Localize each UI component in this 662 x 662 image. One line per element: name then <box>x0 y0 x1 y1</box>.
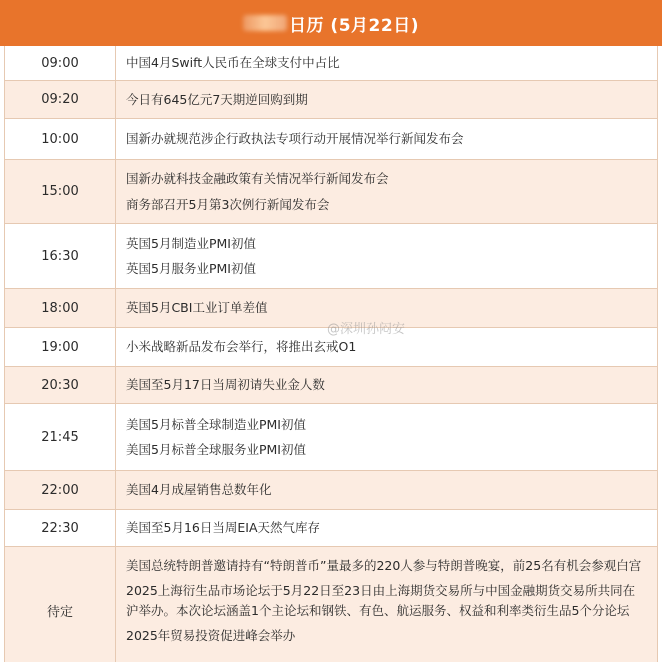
row-events <box>116 547 657 662</box>
table-row <box>5 367 657 404</box>
event-text: 英国5月制造业PMI初值 <box>126 235 256 251</box>
event-text: 商务部召开5月第3次例行新闻发布会 <box>126 196 330 212</box>
row-time: 16:30 <box>5 224 116 288</box>
table-row <box>5 119 657 160</box>
row-events <box>116 160 657 223</box>
row-events <box>116 119 657 159</box>
row-events <box>116 46 657 80</box>
row-time: 19:00 <box>5 328 116 366</box>
row-events <box>116 471 657 509</box>
table-row <box>5 404 657 471</box>
event-text: 国新办就规范涉企行政执法专项行动开展情况举行新闻发布会 <box>126 131 464 147</box>
event-text: 美国至5月17日当周初请失业金人数 <box>126 377 325 393</box>
row-time: 22:00 <box>5 471 116 509</box>
watermark: @深圳孙闷安 <box>327 322 406 337</box>
table-row <box>5 46 657 81</box>
event-text: 美国至5月16日当周EIA天然气库存 <box>126 520 320 536</box>
event-text: 小米战略新品发布会举行，将推出玄戒O1 <box>126 339 357 355</box>
row-time: 09:20 <box>5 81 116 118</box>
event-text: 美国5月标普全球制造业PMI初值 <box>126 416 306 432</box>
event-text: 英国5月CBI工业订单差值 <box>126 300 268 316</box>
event-text: 美国4月成屋销售总数年化 <box>126 482 272 498</box>
schedule-table <box>4 46 658 662</box>
row-time: 20:30 <box>5 367 116 403</box>
event-text: 2025上海衍生品市场论坛于5月22日至23日由上海期货交易所与中国金融期货交易所共同在沪举办。本次论坛涵盖1个主论坛和钢铁、有色、航运服务、权益和利率类衍生品5个分论坛 <box>126 583 636 618</box>
event-text: 今日有645亿元7天期逆回购到期 <box>126 91 308 107</box>
table-row <box>5 471 657 510</box>
row-time: 18:00 <box>5 289 116 327</box>
table-row <box>5 81 657 119</box>
row-time: 待定 <box>5 547 116 662</box>
row-events <box>116 404 657 470</box>
row-events <box>116 224 657 288</box>
calendar-title: 日历 (5月22日) <box>289 15 419 36</box>
event-text: 美国5月标普全球服务业PMI初值 <box>126 442 306 457</box>
row-time: 09:00 <box>5 46 116 80</box>
table-row <box>5 160 657 224</box>
row-events <box>116 367 657 403</box>
row-events <box>116 510 657 546</box>
event-text: 国新办就科技金融政策有关情况举行新闻发布会 <box>126 171 389 187</box>
event-text: 2025年贸易投资促进峰会举办 <box>126 628 296 644</box>
table-row <box>5 224 657 289</box>
event-text: 中国4月Swift人民币在全球支付中占比 <box>126 55 340 71</box>
event-text: 美国总统特朗普邀请持有“特朗普币”量最多的220人参与特朗普晚宴，前25名有机会参观白宫 <box>126 558 642 573</box>
row-time: 21:45 <box>5 404 116 470</box>
row-time: 10:00 <box>5 119 116 159</box>
event-text: 英国5月服务业PMI初值 <box>126 261 256 276</box>
row-time: 22:30 <box>5 510 116 546</box>
calendar-header <box>0 0 662 46</box>
row-time: 15:00 <box>5 160 116 223</box>
table-row <box>5 510 657 547</box>
row-events <box>116 81 657 118</box>
table-row <box>5 547 657 662</box>
redacted-region <box>243 15 287 31</box>
